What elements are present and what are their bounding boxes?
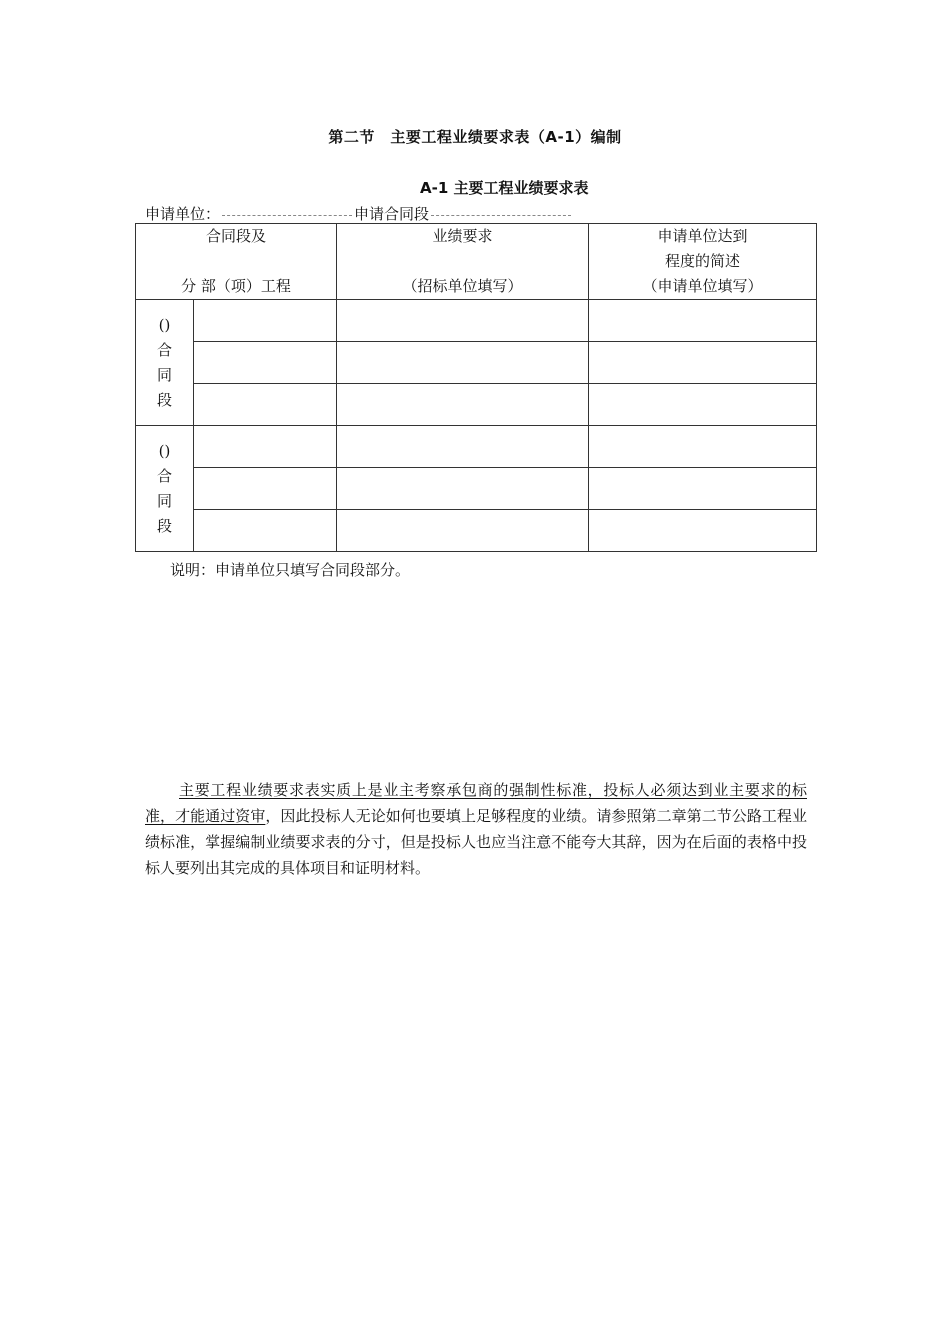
header-text: 业绩要求 xyxy=(432,227,493,245)
header-text: 分 部（项）工程 xyxy=(181,277,291,295)
header-text: 程度的简述 xyxy=(664,252,740,270)
table-row xyxy=(136,426,817,468)
table-cell[interactable] xyxy=(589,300,817,342)
contract-group-label xyxy=(136,300,194,426)
table-cell[interactable] xyxy=(337,384,589,426)
table-cell[interactable] xyxy=(194,510,337,552)
section-title: 第二节 主要工程业绩要求表（A-1）编制 xyxy=(328,128,622,146)
contract-label: 申请合同段 xyxy=(354,205,430,223)
contract-group-label xyxy=(136,426,194,552)
header-applicant-description xyxy=(589,224,817,300)
header-performance-requirement xyxy=(337,224,589,300)
table-cell[interactable] xyxy=(194,342,337,384)
header-text: （招标单位填写） xyxy=(402,277,523,295)
header-text: 合同段及 xyxy=(205,227,266,245)
table-cell[interactable] xyxy=(337,510,589,552)
table-row xyxy=(136,342,817,384)
table-cell[interactable] xyxy=(337,342,589,384)
table-title: A-1 主要工程业绩要求表 xyxy=(420,179,589,197)
table-cell[interactable] xyxy=(337,426,589,468)
table-cell[interactable] xyxy=(589,468,817,510)
header-text: （申请单位填写） xyxy=(642,277,763,295)
table-cell[interactable] xyxy=(589,426,817,468)
group-label-text: 段 xyxy=(156,390,172,409)
table-cell[interactable] xyxy=(337,468,589,510)
table-cell[interactable] xyxy=(337,300,589,342)
header-text xyxy=(337,249,588,274)
table-cell[interactable] xyxy=(194,384,337,426)
applicant-blank[interactable] xyxy=(222,215,352,216)
group-label-text: 段 xyxy=(156,516,172,535)
group-label-text: 合 xyxy=(156,466,172,485)
table-cell[interactable] xyxy=(589,510,817,552)
table-cell[interactable] xyxy=(194,426,337,468)
header-text: 申请单位达到 xyxy=(657,227,748,245)
body-paragraph xyxy=(145,777,807,881)
applicant-line xyxy=(145,203,573,224)
table-cell[interactable] xyxy=(589,342,817,384)
table-row xyxy=(136,510,817,552)
table-row xyxy=(136,384,817,426)
group-label-text: 合 xyxy=(156,340,172,359)
header-text xyxy=(136,249,336,274)
requirements-table xyxy=(135,223,817,552)
paragraph-text: ，因此投标人无论如何也要填上足够程度的业绩。请参照第二章第二节公路工程业绩标准，掌握编制业绩要求表的分寸，但是投标人也应当注意不能夸大其辞，因为在后面的表格中投标人要列出其完成的具体项目和证明材料。 xyxy=(145,807,807,877)
group-label-text: 同 xyxy=(156,491,172,510)
table-cell[interactable] xyxy=(194,300,337,342)
contract-blank[interactable] xyxy=(431,215,571,216)
table-note: 说明：申请单位只填写合同段部分。 xyxy=(170,561,411,579)
table-cell[interactable] xyxy=(589,384,817,426)
group-label-text: () xyxy=(158,315,171,334)
table-row xyxy=(136,300,817,342)
table-row xyxy=(136,468,817,510)
group-label-text: () xyxy=(158,441,171,460)
underlined-text: 主要工程业绩要求表实质上是业主考察承包商的强制性标准，投标人必须达到业主要求的标准，才能通过资审 xyxy=(145,781,807,825)
table-cell[interactable] xyxy=(194,468,337,510)
group-label-text: 同 xyxy=(156,365,172,384)
header-row xyxy=(136,224,817,300)
applicant-label: 申请单位： xyxy=(145,205,221,223)
header-contract-section xyxy=(136,224,337,300)
